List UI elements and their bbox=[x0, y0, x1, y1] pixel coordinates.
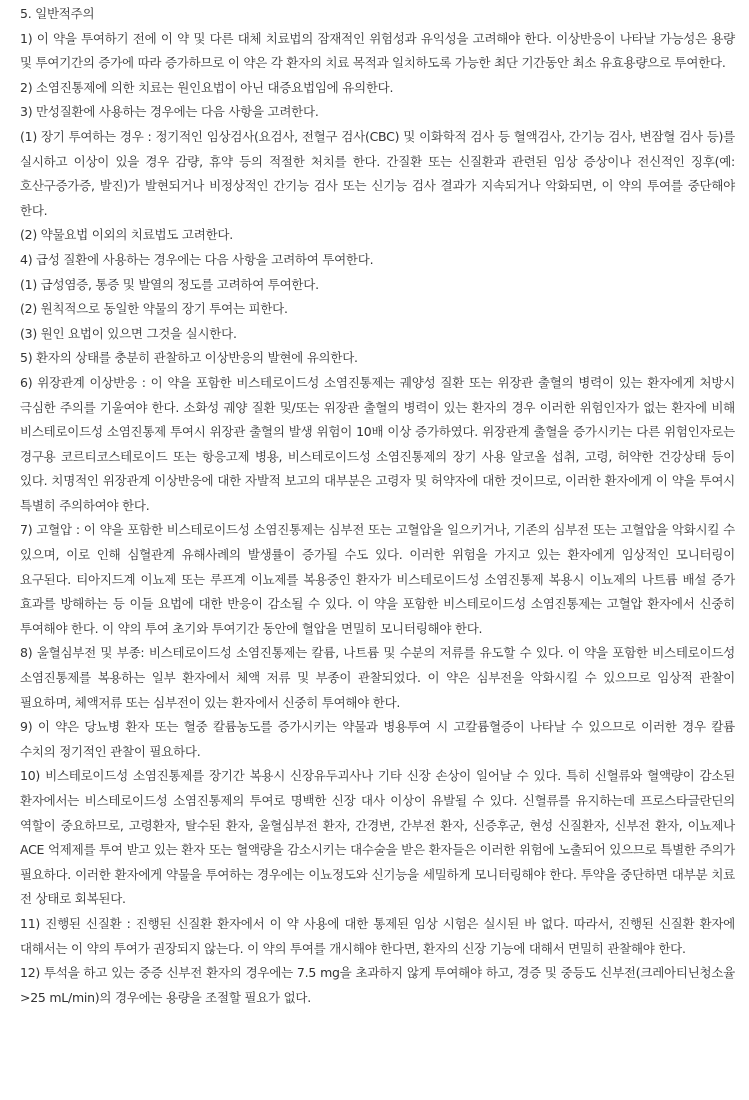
paragraph-item-2: 2) 소염진통제에 의한 치료는 원인요법이 아닌 대증요법임에 유의한다. bbox=[20, 79, 394, 95]
paragraph-item-12: 12) 투석을 하고 있는 중증 신부전 환자의 경우에는 7.5 mg을 초과하지 않게 투여해야 하고, 경증 및 중등도 신부전(크레아티닌청소율>25 mL/min)의 경우에는 용량을 조절할 필요가 없다. bbox=[20, 965, 735, 1005]
paragraph-subitem-3-2: (2) 약물요법 이외의 치료법도 고려한다. bbox=[20, 227, 233, 243]
paragraph-item-3: 3) 만성질환에 사용하는 경우에는 다음 사항을 고려한다. bbox=[20, 104, 319, 120]
paragraph-subitem-4-2: (2) 원칙적으로 동일한 약물의 장기 투여는 피한다. bbox=[20, 301, 288, 317]
paragraph-item-4: 4) 급성 질환에 사용하는 경우에는 다음 사항을 고려하여 투여한다. bbox=[20, 251, 374, 267]
paragraph-item-10: 10) 비스테로이드성 소염진통제를 장기간 복용시 신장유두괴사나 기타 신장 손상이 일어날 수 있다. 특히 신혈류와 혈액량이 감소된 환자에서는 비스테로이드성 소염진통제의 투여로 명백한 신장 대사 이상이 유발될 수 있다. 신혈류를 유지하는데 프로스타글란딘의 역할이 중요하므로, 고령환자, 탈수된 환자, 울혈심부전 환자, 간경변, 간부전 환자, 신증후군, 현성 신질환자, 신부전 환자, 이뇨제나 ACE 억제제를 투여 받고 있는 환자 또는 혈액량을 감소시키는 대수술을 받은 환자들은 이러한 위험에 노출되어 있으므로 특별한 주의가 필요하다. 이러한 환자에게 약물을 투여하는 경우에는 이뇨정도와 신기능을 세밀하게 모니터링해야 한다. 투약을 중단하면 대부분 치료 전 상태로 회복된다. bbox=[20, 768, 735, 907]
section-heading: 5. 일반적주의 bbox=[20, 6, 95, 21]
paragraph-item-1: 1) 이 약을 투여하기 전에 이 약 및 다른 대체 치료법의 잠재적인 위험성과 유익성을 고려해야 한다. 이상반응이 나타날 가능성은 용량 및 투여기간의 증가에 따라 증가하므로 이 약은 각 환자의 치료 목적과 일치하도록 가능한 최단 기간동안 최소 유효용량으로 투여한다. bbox=[20, 30, 735, 71]
paragraph-item-5: 5) 환자의 상태를 충분히 관찰하고 이상반응의 발현에 유의한다. bbox=[20, 350, 358, 366]
paragraph-item-7: 7) 고혈압 : 이 약을 포함한 비스테로이드성 소염진통제는 심부전 또는 고혈압을 일으키거나, 기존의 심부전 또는 고혈압을 악화시킬 수 있으며, 이로 인해 심혈관계 유해사례의 발생률이 증가될 수도 있다. 이러한 위험을 가지고 있는 환자에게 임상적인 모니터링이 요구된다. 티아지드계 이뇨제 또는 루프계 이뇨제를 복용중인 환자가 비스테로이드성 소염진통제 복용시 이뇨제의 나트륨 배설 증가 효과를 방해하는 등 이들 요법에 대한 반응이 감소될 수 있다. 이 약을 포함한 비스테로이드성 소염진통제는 고혈압 환자에서 신중히 투여해야 한다. 이 약의 투여 초기와 투여기간 동안에 혈압을 면밀히 모니터링해야 한다. bbox=[20, 522, 735, 636]
paragraph-subitem-3-1: (1) 장기 투여하는 경우 : 정기적인 임상검사(요검사, 전혈구 검사(CBC) 및 이화학적 검사 등 혈액검사, 간기능 검사, 변잠혈 검사 등)를 실시하고 이상이 있을 경우 감량, 휴약 등의 적절한 처치를 한다. 간질환 또는 신질환과 관련된 임상 증상이나 전신적인 징후(예: 호산구증가증, 발진)가 발현되거나 비정상적인 간기능 검사 또는 신기능 검사 결과가 지속되거나 악화되면, 이 약의 투여를 중단해야 한다. bbox=[20, 128, 735, 218]
paragraph-subitem-4-1: (1) 급성염증, 통증 및 발열의 정도를 고려하여 투여한다. bbox=[20, 276, 319, 292]
paragraph-subitem-4-3: (3) 원인 요법이 있으면 그것을 실시한다. bbox=[20, 325, 237, 341]
paragraph-item-6: 6) 위장관계 이상반응 : 이 약을 포함한 비스테로이드성 소염진통제는 궤양성 질환 또는 위장관 출혈의 병력이 있는 환자에게 처방시 극심한 주의를 기울여야 한다. 소화성 궤양 질환 및/또는 위장관 출혈의 병력이 있는 환자의 경우 이러한 위험인자가 없는 환자에 비해 비스테로이드성 소염진통제 투여시 위장관 출혈의 발생 위험이 10배 이상 증가하였다. 위장관계 출혈을 증가시키는 다른 위험인자로는 경구용 코르티코스테로이드 또는 항응고제 병용, 비스테로이드성 소염진통제의 장기 사용 알코올 섭취, 고령, 허약한 건강상태 등이 있다. 치명적인 위장관계 이상반응에 대한 자발적 보고의 대부분은 고령자 및 허약자에 대한 것이므로, 이러한 환자에게 이 약을 투여시 특별히 주의하여야 한다. bbox=[20, 374, 735, 513]
paragraph-item-8: 8) 울혈심부전 및 부종: 비스테로이드성 소염진통제는 칼륨, 나트륨 및 수분의 저류를 유도할 수 있다. 이 약을 포함한 비스테로이드성 소염진통제를 복용하는 일부 환자에서 체액 저류 및 부종이 관찰되었다. 이 약은 심부전을 악화시킬 수 있으므로 임상적 관찰이 필요하며, 체액저류 또는 심부전이 있는 환자에서 신중히 투여해야 한다. bbox=[20, 645, 735, 710]
paragraph-item-9: 9) 이 약은 당뇨병 환자 또는 혈중 칼륨농도를 증가시키는 약물과 병용투여 시 고칼륨혈증이 나타날 수 있으므로 이러한 경우 칼륨 수치의 정기적인 관찰이 필요하다. bbox=[20, 719, 735, 759]
paragraph-item-11: 11) 진행된 신질환 : 진행된 신질환 환자에서 이 약 사용에 대한 통제된 임상 시험은 실시된 바 없다. 따라서, 진행된 신질환 환자에 대해서는 이 약의 투여가 권장되지 않는다. 이 약의 투여를 개시해야 한다면, 환자의 신장 기능에 대해서 면밀히 관찰해야 한다. bbox=[20, 915, 735, 956]
